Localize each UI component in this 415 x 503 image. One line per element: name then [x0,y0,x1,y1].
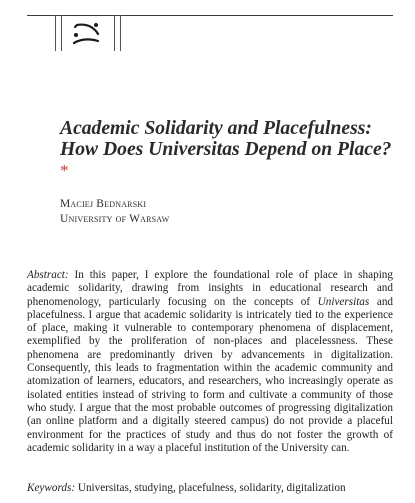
keywords-label: Keywords: [27,482,76,494]
abstract-term: Universitas [317,295,370,308]
article-title [60,118,395,181]
article-title-text: Academic Solidarity and Placefulness: How Does Universitas Depend on Place? [60,118,392,160]
abstract-body: and placefulness. I argue that academic solidarity is intricately tied to the experience of place, making it vulnerable to contemporary phenomena of displacement, exemplified by the proliferation of non-places and placelessness. These phenomena are predominantly driven by advancements in digitalization. Consequently, this leads to fragmentation within the academic community and atomization of learners, educators, and researchers, who increasingly operate as isolated entities instead of striving to form and cultivate a community of those who study. I argue that the most probable outcomes of progressing digitalization (an online platform and a digitally steered campus) do not provide a placeful environment for the practices of study and thus do not foster the growth of academic solidarity in a way a placeful institution of the University can. [27,295,394,454]
abstract-label: Abstract: [27,269,69,281]
title-footnote-mark[interactable]: * [60,161,69,180]
abstract-intro: In this paper, I explore the foundational role of place in shaping academic solidarity, drawing from insights in educational research and phenomenology, particularly focusing on the concepts of [27,269,393,308]
header-box-divider-left [61,15,62,51]
author-block [60,197,169,227]
author-name: Maciej Bednarski [60,198,147,210]
keywords-line [27,482,393,495]
sectioning-flourish-icon [68,21,104,47]
journal-header-box [55,15,121,51]
abstract-paragraph [27,269,393,455]
author-affiliation: University of Warsaw [60,213,170,225]
header-box-divider-right [114,15,115,51]
keywords-text: Universitas, studying, placefulness, solidarity, digitalization [75,482,346,494]
